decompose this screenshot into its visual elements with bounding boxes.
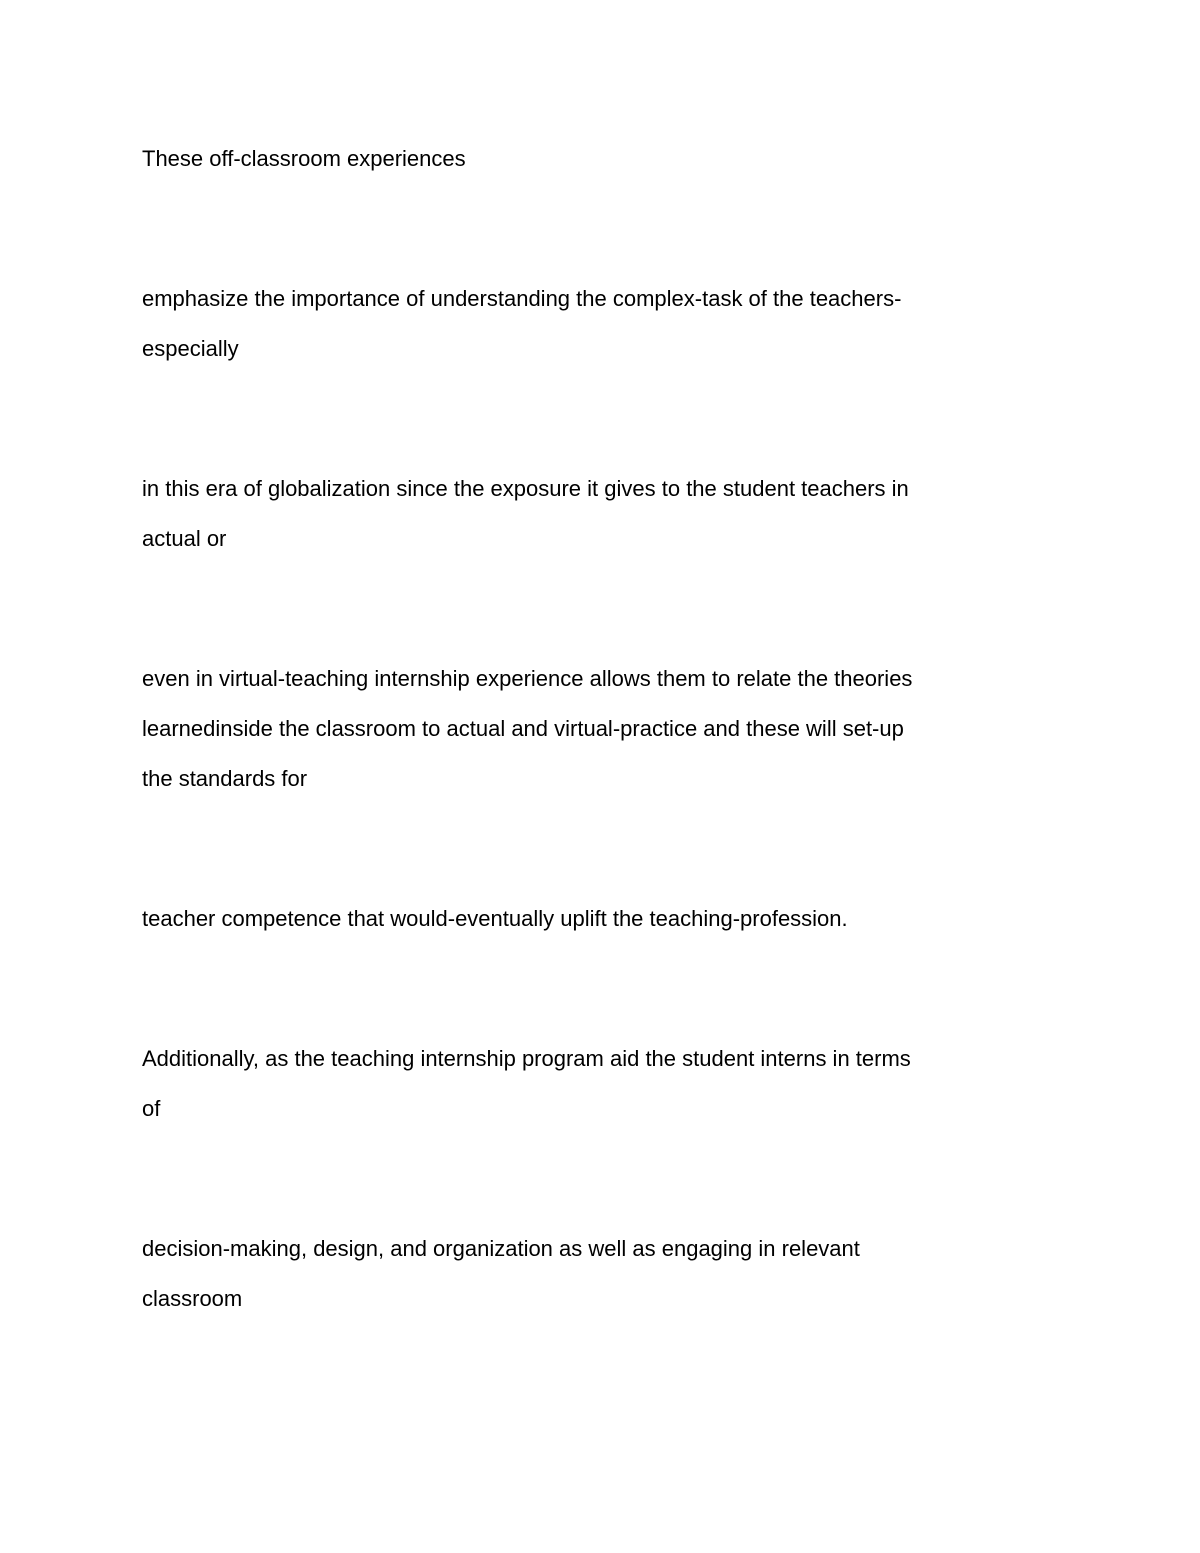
paragraph-7 [142,1224,1042,1324]
text-line: of [142,1096,161,1121]
text-line: learnedinside the classroom to actual and virtual-practice and these will set-up [142,716,904,741]
paragraph-3 [142,464,1042,564]
text-line: These off-classroom experiences [142,146,466,171]
text-line: Additionally, as the teaching internship program aid the student interns in terms [142,1046,911,1071]
paragraph-4 [142,654,1042,804]
text-line: decision-making, design, and organization as well as engaging in relevant [142,1236,860,1261]
paragraph-6 [142,1034,1042,1134]
paragraph-2 [142,274,1042,374]
text-line: actual or [142,526,227,551]
text-line: emphasize the importance of understanding the complex-task of the teachers- [142,286,902,311]
text-line: in this era of globalization since the exposure it gives to the student teachers in [142,476,909,501]
text-line: even in virtual-teaching internship experience allows them to relate the theories [142,666,913,691]
paragraph-5 [142,894,1042,944]
paragraph-1 [142,134,1042,184]
text-line: especially [142,336,239,361]
text-line: classroom [142,1286,243,1311]
text-line: teacher competence that would-eventually uplift the teaching-profession. [142,906,848,931]
text-line: the standards for [142,766,308,791]
